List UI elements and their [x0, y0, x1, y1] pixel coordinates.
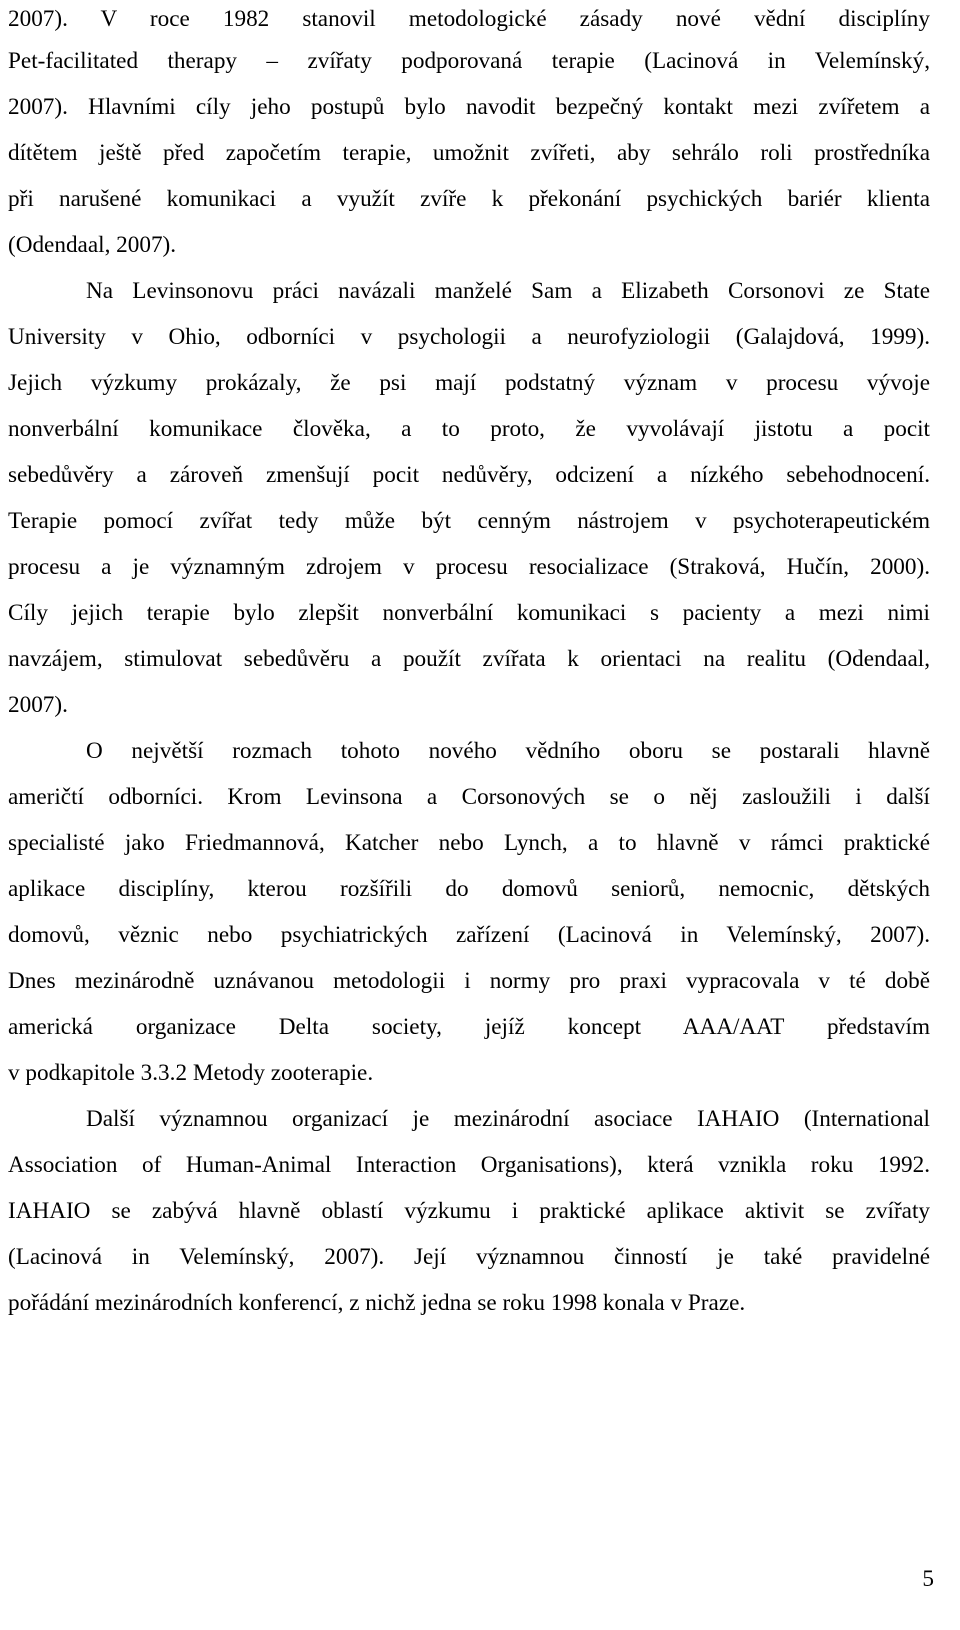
- text-line: Na Levinsonovu práci navázali manželé Sam a Elizabeth Corsonovi ze State: [86, 278, 930, 304]
- text-line: navzájem, stimulovat sebedůvěru a použít zvířata k orientaci na realitu (Odendaal,: [8, 646, 930, 672]
- text-line: američtí odborníci. Krom Levinsona a Corsonových se o něj zasloužili i další: [8, 784, 930, 810]
- text-line: Association of Human-Animal Interaction Organisations), která vznikla roku 1992.: [8, 1152, 930, 1178]
- text-line: v podkapitole 3.3.2 Metody zooterapie.: [8, 1060, 374, 1086]
- text-line: procesu a je významným zdrojem v procesu resocializace (Straková, Hučín, 2000).: [8, 554, 930, 580]
- text-line: specialisté jako Friedmannová, Katcher nebo Lynch, a to hlavně v rámci praktické: [8, 830, 930, 856]
- text-line: americká organizace Delta society, jejíž koncept AAA/AAT představím: [8, 1014, 930, 1040]
- text-line: při narušené komunikaci a využít zvíře k překonání psychických bariér klienta: [8, 186, 930, 212]
- text-line: Cíly jejich terapie bylo zlepšit nonverbální komunikaci s pacienty a mezi nimi: [8, 600, 930, 626]
- text-line: sebedůvěry a zároveň zmenšují pocit nedůvěry, odcizení a nízkého sebehodnocení.: [8, 462, 930, 488]
- text-line: (Lacinová in Velemínský, 2007). Její významnou činností je také pravidelné: [8, 1244, 930, 1270]
- text-line: 2007).: [8, 692, 68, 718]
- text-line: dítětem ještě před započetím terapie, umožnit zvířeti, aby sehrálo roli prostředníka: [8, 140, 930, 166]
- text-line: Další významnou organizací je mezinárodní asociace IAHAIO (International: [86, 1106, 930, 1132]
- text-line: pořádání mezinárodních konferencí, z nichž jedna se roku 1998 konala v Praze.: [8, 1290, 746, 1316]
- text-line: nonverbální komunikace člověka, a to proto, že vyvolávají jistotu a pocit: [8, 416, 930, 442]
- text-line: Pet-facilitated therapy – zvířaty podporovaná terapie (Lacinová in Velemínský,: [8, 48, 930, 74]
- text-line: University v Ohio, odborníci v psychologii a neurofyziologii (Galajdová, 1999).: [8, 324, 930, 350]
- text-line: 2007). V roce 1982 stanovil metodologické zásady nové vědní disciplíny: [8, 6, 930, 32]
- text-line: Terapie pomocí zvířat tedy může být cenným nástrojem v psychoterapeutickém: [8, 508, 930, 534]
- text-line: Dnes mezinárodně uznávanou metodologii i normy pro praxi vypracovala v té době: [8, 968, 930, 994]
- text-line: IAHAIO se zabývá hlavně oblastí výzkumu i praktické aplikace aktivit se zvířaty: [8, 1198, 930, 1224]
- text-line: (Odendaal, 2007).: [8, 232, 177, 258]
- text-line: aplikace disciplíny, kterou rozšířili do domovů seniorů, nemocnic, dětských: [8, 876, 930, 902]
- text-line: domovů, věznic nebo psychiatrických zařízení (Lacinová in Velemínský, 2007).: [8, 922, 930, 948]
- text-line: O největší rozmach tohoto nového vědního oboru se postarali hlavně: [86, 738, 930, 764]
- text-line: Jejich výzkumy prokázaly, že psi mají podstatný význam v procesu vývoje: [8, 370, 930, 396]
- text-line: 2007). Hlavními cíly jeho postupů bylo navodit bezpečný kontakt mezi zvířetem a: [8, 94, 930, 120]
- page-number: 5: [922, 1566, 934, 1592]
